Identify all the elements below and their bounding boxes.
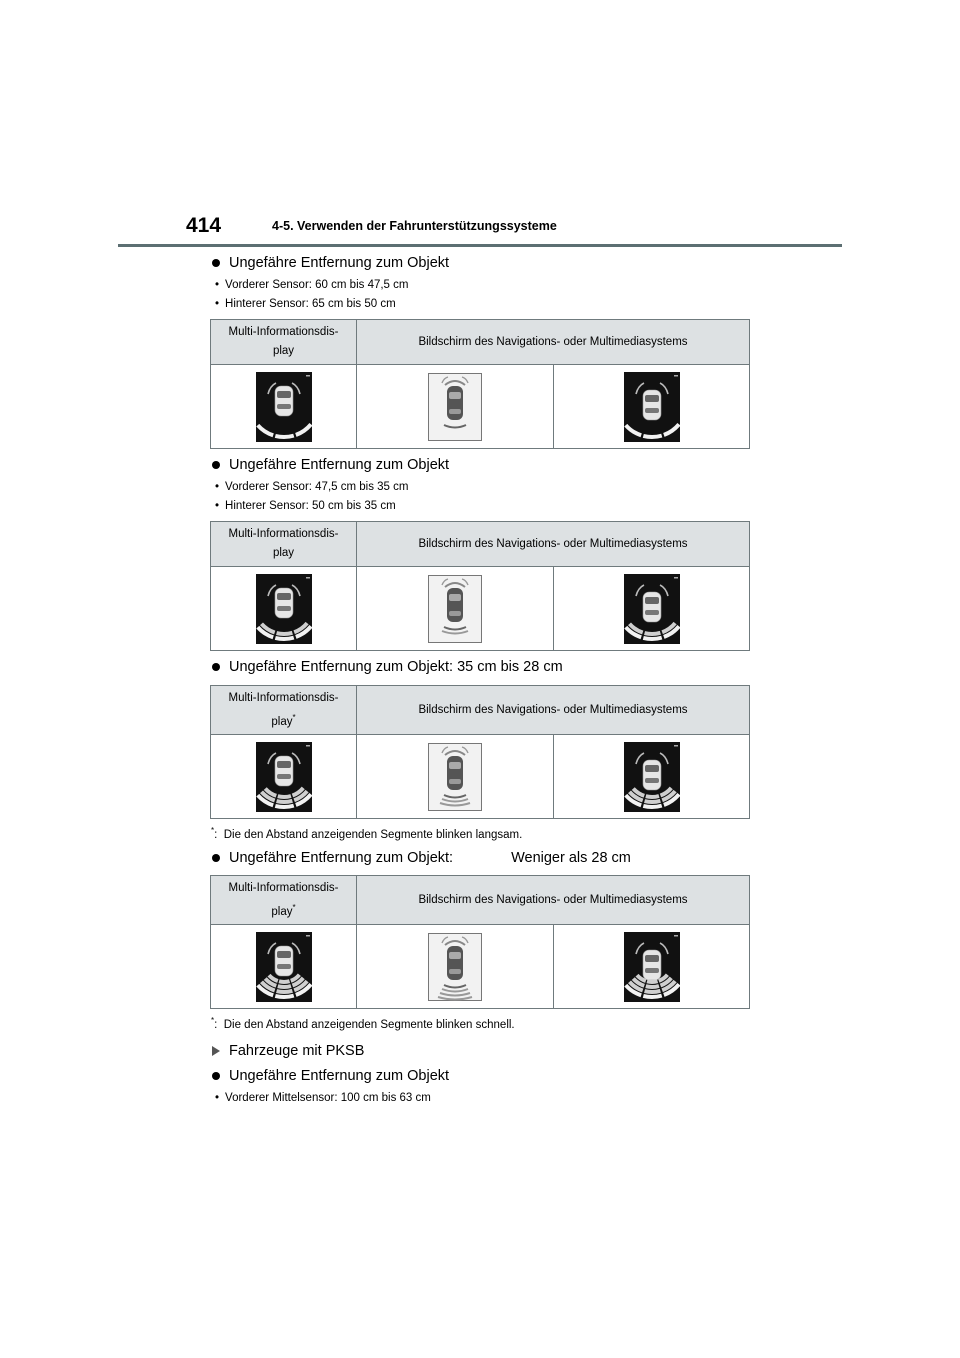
bullet-dot-icon <box>212 461 220 469</box>
table-header-mid: Multi-Informationsdis- play* <box>211 686 357 735</box>
navigation-parking-display-icon <box>428 575 482 643</box>
multimedia-parking-display-icon <box>624 372 680 442</box>
sensor-table-4 <box>210 875 750 1009</box>
screen-image-dark <box>554 925 750 1009</box>
table-header-mid: Multi-Informationsdis- play <box>211 522 357 567</box>
screen-image-dark <box>554 365 750 449</box>
screen-image-dark <box>554 735 750 819</box>
sensor-table-1 <box>210 319 750 449</box>
table-header-screen: Bildschirm des Navigations- oder Multimediasystems <box>357 686 750 735</box>
footnote-2: *: Die den Abstand anzeigenden Segmente blinken schnell. <box>211 1016 515 1031</box>
section-1-heading: Ungefähre Entfernung zum Objekt <box>212 255 449 271</box>
section-4-heading: Ungefähre Entfernung zum Objekt: Weniger als 28 cm <box>212 850 631 866</box>
mid-parking-display-icon <box>256 932 312 1002</box>
table-header-mid: Multi-Informationsdis- play <box>211 320 357 365</box>
section-3-heading: Ungefähre Entfernung zum Objekt: 35 cm bis 28 cm <box>212 659 563 675</box>
mid-parking-display-icon <box>256 742 312 812</box>
triangle-arrow-icon <box>212 1046 220 1056</box>
multimedia-parking-display-icon <box>624 742 680 812</box>
mid-display-image <box>211 365 357 449</box>
table-header-screen: Bildschirm des Navigations- oder Multimediasystems <box>357 320 750 365</box>
screen-image-dark <box>554 567 750 651</box>
section-5-item-1: • Vorderer Mittelsensor: 100 cm bis 63 cm <box>215 1092 431 1104</box>
section-1-item-1: • Vorderer Sensor: 60 cm bis 47,5 cm <box>215 279 409 291</box>
multimedia-parking-display-icon <box>624 932 680 1002</box>
navigation-parking-display-icon <box>428 933 482 1001</box>
navigation-parking-display-icon <box>428 743 482 811</box>
screen-image-light <box>357 567 554 651</box>
table-header-screen: Bildschirm des Navigations- oder Multimediasystems <box>357 522 750 567</box>
bullet-dot-icon <box>212 1072 220 1080</box>
bullet-dot-icon <box>212 663 220 671</box>
bullet-dot-icon <box>212 854 220 862</box>
section-2-item-1: • Vorderer Sensor: 47,5 cm bis 35 cm <box>215 481 409 493</box>
footnote-1: *: Die den Abstand anzeigenden Segmente blinken langsam. <box>211 826 523 841</box>
table-header-mid: Multi-Informationsdis- play* <box>211 876 357 925</box>
screen-image-light <box>357 365 554 449</box>
navigation-parking-display-icon <box>428 373 482 441</box>
header-rule <box>118 244 842 247</box>
section-1-item-2: • Hinterer Sensor: 65 cm bis 50 cm <box>215 298 396 310</box>
multimedia-parking-display-icon <box>624 574 680 644</box>
mid-display-image <box>211 735 357 819</box>
vehicle-variant-heading: Fahrzeuge mit PKSB <box>212 1043 364 1059</box>
section-5-heading: Ungefähre Entfernung zum Objekt <box>212 1068 449 1084</box>
mid-parking-display-icon <box>256 574 312 644</box>
table-header-screen: Bildschirm des Navigations- oder Multimediasystems <box>357 876 750 925</box>
mid-display-image <box>211 567 357 651</box>
mid-display-image <box>211 925 357 1009</box>
sensor-table-2 <box>210 521 750 651</box>
chapter-title: 4-5. Verwenden der Fahrunterstützungssysteme <box>272 219 557 233</box>
section-2-item-2: • Hinterer Sensor: 50 cm bis 35 cm <box>215 500 396 512</box>
sensor-table-3 <box>210 685 750 819</box>
bullet-dot-icon <box>212 259 220 267</box>
screen-image-light <box>357 925 554 1009</box>
screen-image-light <box>357 735 554 819</box>
page-number: 414 <box>186 214 222 237</box>
section-2-heading: Ungefähre Entfernung zum Objekt <box>212 457 449 473</box>
mid-parking-display-icon <box>256 372 312 442</box>
